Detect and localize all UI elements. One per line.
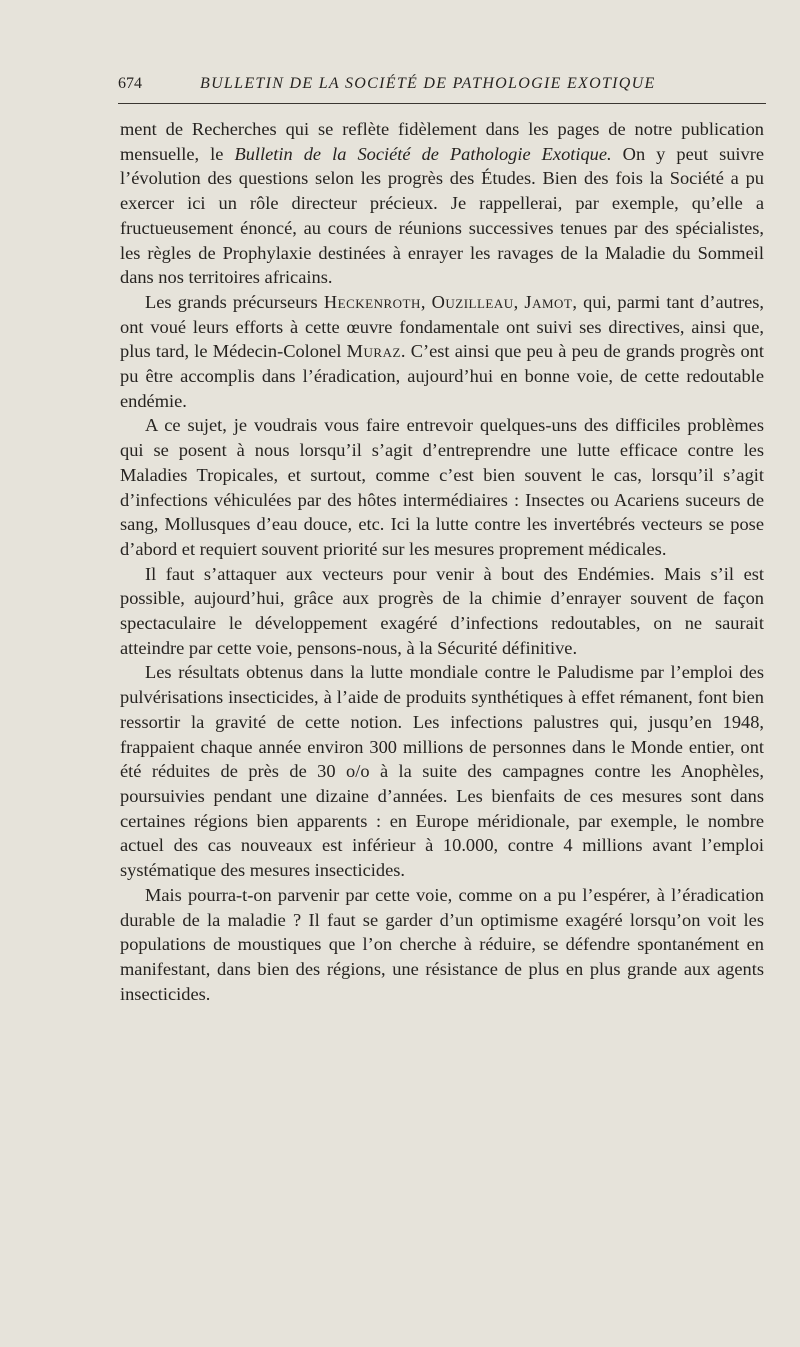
journal-title: BULLETIN DE LA SOCIÉTÉ DE PATHOLOGIE EXOTIQUE [200,75,656,92]
text-run: , [420,291,432,312]
page-number: 674 [118,75,142,92]
journal-name-italic: Bulletin de la Société de Pathologie Exotique. [234,143,612,164]
author-name: Muraz [346,341,401,362]
author-name: Jamot [524,291,573,312]
article-body [120,117,764,1006]
text-run: Les grands précurseurs [145,291,324,312]
text-run: , qui, parmi tant d’autres, ont voué leurs efforts à cette œuvre fondamentale ont suivi ses directives, ainsi que, plus tard, le Médecin-Colonel [120,291,765,362]
text-run: , [513,291,525,312]
paragraph-paludisme: Les résultats obtenus dans la lutte mondiale contre le Paludisme par l’emploi des pulvérisations insecticides, à l’aide de produits synthétiques à effet rémanent, font bien ressortir la gravité de cette notion. Les infections palustres qui, jusqu’en 1948, frappaient chaque année environ 300 millions de personnes dans le Monde entier, ont été réduites de près de 30 o/o à la suite des campagnes contre les Anophèles, poursuivies pendant une dizaine d’années. Les bienfaits de ces mesures sont dans certaines régions bien apparents : en Europe méridionale, par exemple, le nombre actuel des cas nouveaux est inférieur à 10.000, contre 4 millions avant l’emploi systématique des mesures insecticides. [120,662,764,881]
paragraph-problems: A ce sujet, je voudrais vous faire entrevoir quelques-uns des difficiles problèmes qui se posent à nous lorsqu’il s’agit d’entreprendre une lutte efficace contre les Maladies Tropicales, et surtout, comme c’est bien souvent le cas, lorsqu’il s’agit d’infections véhiculées par des hôtes intermédiaires : Insectes ou Acariens suceurs de sang, Mollusques d’eau douce, etc. Ici la lutte contre les invertébrés vecteurs se pose d’abord et requiert souvent priorité sur les mesures proprement médicales. [120,415,764,559]
author-name: Ouzilleau [431,291,514,312]
text-run: . C’est ainsi que peu à peu de grands progrès ont pu être accomplis dans l’éradication, aujourd’hui en bonne voie, de cette redoutable endémie. [120,341,764,411]
paragraph-continuation [120,117,764,290]
text-run: On y peut suivre l’évolution des questions selon les progrès des Études. Bien des fois la Société a pu exercer ici un rôle directeur précieux. Je rappellerai, par exemple, qu’elle a fructueusement énoncé, au cours de réunions successives tenues par des spécialistes, les règles de Prophylaxie destinées à enrayer les ravages de la Maladie du Sommeil dans nos territoires africains. [120,143,765,288]
paragraph-precursors [120,290,764,414]
paragraph-vectors: Il faut s’attaquer aux vecteurs pour venir à bout des Endémies. Mais s’il est possible, aujourd’hui, grâce aux progrès de la chimie d’enrayer souvent de façon spectaculaire le développement exagéré d’infections redoutables, on ne saurait atteindre par cette voie, pensons-nous, à la Sécurité définitive. [120,563,764,658]
header-rule [118,103,766,104]
author-name: Heckenroth [323,291,421,312]
text-run: ment de Recherches qui se reflète fidèlement dans les pages de notre publication mensuelle, le [120,119,764,164]
paragraph-eradication: Mais pourra-t-on parvenir par cette voie, comme on a pu l’espérer, à l’éradication durable de la maladie ? Il faut se garder d’un optimisme exagéré lorsqu’on voit les populations de moustiques que l’on cherche à réduire, se défendre spontanément en manifestant, dans bien des régions, une résistance de plus en plus grande aux agents insecticides. [120,884,764,1004]
